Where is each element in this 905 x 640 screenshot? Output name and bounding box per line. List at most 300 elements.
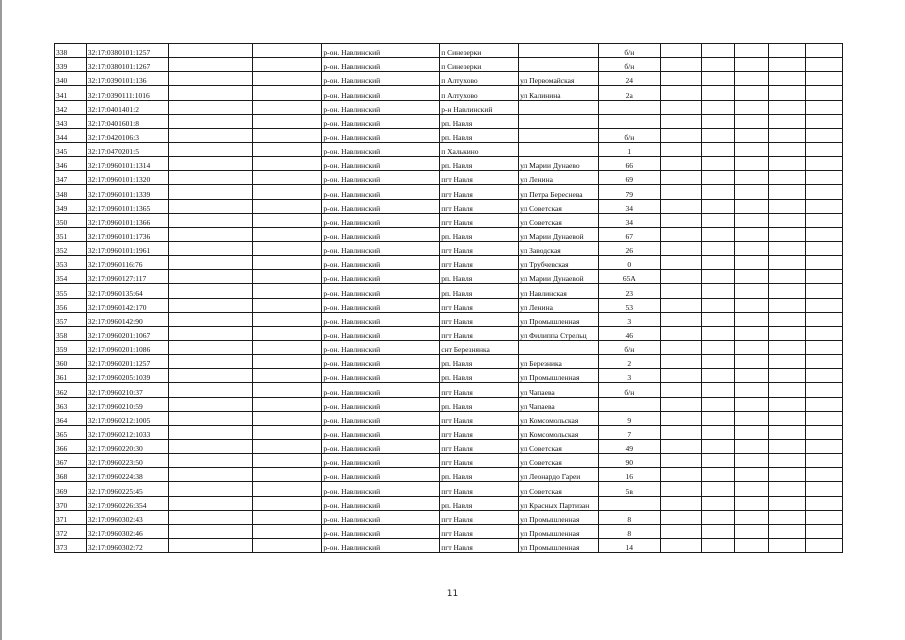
empty-cell: [168, 397, 252, 411]
empty-cell: [701, 538, 735, 552]
table-row: [55, 524, 843, 538]
house-number-cell: 34: [599, 199, 660, 213]
empty-cell: [735, 538, 769, 552]
empty-cell: [735, 227, 769, 241]
row-number-cell: 340: [55, 72, 87, 86]
empty-cell: [168, 142, 252, 156]
table-row: [55, 213, 843, 227]
empty-cell: [660, 284, 701, 298]
empty-cell: [252, 383, 322, 397]
empty-cell: [660, 454, 701, 468]
cadastral-number-cell: 32:17:0960142:90: [86, 312, 168, 326]
cadastral-number-cell: 32:17:0960210:37: [86, 383, 168, 397]
empty-cell: [660, 100, 701, 114]
row-number-cell: 373: [55, 538, 87, 552]
house-number-cell: б/н: [599, 58, 660, 72]
empty-cell: [660, 510, 701, 524]
house-number-cell: [599, 397, 660, 411]
empty-cell: [769, 171, 806, 185]
cadastral-number-cell: 32:17:0960101:1736: [86, 227, 168, 241]
street-cell: ул Марии Дунаевой: [519, 270, 599, 284]
empty-cell: [660, 312, 701, 326]
empty-cell: [806, 510, 843, 524]
empty-cell: [252, 510, 322, 524]
empty-cell: [168, 72, 252, 86]
empty-cell: [701, 227, 735, 241]
empty-cell: [168, 312, 252, 326]
district-cell: р-он. Навлинский: [322, 128, 440, 142]
empty-cell: [660, 298, 701, 312]
cadastral-number-cell: 32:17:0960302:46: [86, 524, 168, 538]
empty-cell: [660, 157, 701, 171]
locality-cell: пгт Навля: [440, 213, 519, 227]
empty-cell: [701, 383, 735, 397]
street-cell: ул Навлинская: [519, 284, 599, 298]
empty-cell: [701, 270, 735, 284]
empty-cell: [735, 482, 769, 496]
district-cell: р-он. Навлинский: [322, 383, 440, 397]
cadastral-number-cell: 32:17:0401601:8: [86, 114, 168, 128]
table-row: [55, 284, 843, 298]
empty-cell: [660, 383, 701, 397]
locality-cell: п Синезерки: [440, 44, 519, 58]
row-number-cell: 351: [55, 227, 87, 241]
empty-cell: [701, 397, 735, 411]
table-row: [55, 439, 843, 453]
empty-cell: [252, 312, 322, 326]
street-cell: ул Калинина: [519, 86, 599, 100]
empty-cell: [660, 524, 701, 538]
table-row: [55, 482, 843, 496]
empty-cell: [735, 383, 769, 397]
table-row: [55, 496, 843, 510]
house-number-cell: 34: [599, 213, 660, 227]
locality-cell: рп. Навля: [440, 355, 519, 369]
empty-cell: [701, 142, 735, 156]
table-row: [55, 340, 843, 354]
cadastral-number-cell: 32:17:0960302:43: [86, 510, 168, 524]
cadastral-number-cell: 32:17:0960201:1067: [86, 326, 168, 340]
empty-cell: [806, 439, 843, 453]
empty-cell: [701, 58, 735, 72]
empty-cell: [252, 100, 322, 114]
street-cell: ул Чапаева: [519, 397, 599, 411]
empty-cell: [769, 157, 806, 171]
table-row: [55, 185, 843, 199]
table-row: [55, 510, 843, 524]
locality-cell: рп. Навля: [440, 128, 519, 142]
empty-cell: [168, 355, 252, 369]
empty-cell: [769, 128, 806, 142]
empty-cell: [735, 128, 769, 142]
house-number-cell: б/н: [599, 340, 660, 354]
empty-cell: [168, 482, 252, 496]
empty-cell: [701, 340, 735, 354]
locality-cell: п Синезерки: [440, 58, 519, 72]
street-cell: [519, 114, 599, 128]
street-cell: ул Советская: [519, 482, 599, 496]
empty-cell: [168, 439, 252, 453]
house-number-cell: б/н: [599, 44, 660, 58]
empty-cell: [806, 142, 843, 156]
table-row: [55, 44, 843, 58]
empty-cell: [660, 72, 701, 86]
empty-cell: [168, 298, 252, 312]
empty-cell: [252, 270, 322, 284]
empty-cell: [701, 369, 735, 383]
cadastral-number-cell: 32:17:0960224:38: [86, 468, 168, 482]
empty-cell: [252, 86, 322, 100]
table-row: [55, 468, 843, 482]
district-cell: р-он. Навлинский: [322, 72, 440, 86]
empty-cell: [701, 199, 735, 213]
empty-cell: [252, 72, 322, 86]
house-number-cell: 69: [599, 171, 660, 185]
empty-cell: [735, 312, 769, 326]
locality-cell: пгт Навля: [440, 439, 519, 453]
empty-cell: [252, 171, 322, 185]
empty-cell: [769, 439, 806, 453]
district-cell: р-он. Навлинский: [322, 256, 440, 270]
empty-cell: [806, 199, 843, 213]
house-number-cell: 8: [599, 510, 660, 524]
cadastral-number-cell: 32:17:0960225:45: [86, 482, 168, 496]
table-row: [55, 100, 843, 114]
empty-cell: [252, 199, 322, 213]
empty-cell: [735, 425, 769, 439]
street-cell: ул Комсомольская: [519, 425, 599, 439]
empty-cell: [252, 213, 322, 227]
empty-cell: [769, 482, 806, 496]
empty-cell: [735, 86, 769, 100]
street-cell: ул Березника: [519, 355, 599, 369]
locality-cell: пгт Навля: [440, 524, 519, 538]
empty-cell: [168, 114, 252, 128]
empty-cell: [806, 72, 843, 86]
district-cell: р-он. Навлинский: [322, 482, 440, 496]
empty-cell: [735, 340, 769, 354]
empty-cell: [735, 524, 769, 538]
property-registry-table: [54, 43, 843, 553]
empty-cell: [660, 538, 701, 552]
empty-cell: [701, 100, 735, 114]
table-row: [55, 128, 843, 142]
table-row: [55, 425, 843, 439]
empty-cell: [701, 213, 735, 227]
empty-cell: [252, 340, 322, 354]
empty-cell: [735, 468, 769, 482]
empty-cell: [660, 340, 701, 354]
street-cell: ул Советская: [519, 439, 599, 453]
row-number-cell: 356: [55, 298, 87, 312]
empty-cell: [660, 142, 701, 156]
empty-cell: [660, 439, 701, 453]
house-number-cell: [599, 100, 660, 114]
house-number-cell: 14: [599, 538, 660, 552]
empty-cell: [806, 312, 843, 326]
empty-cell: [660, 256, 701, 270]
street-cell: [519, 44, 599, 58]
table-row: [55, 171, 843, 185]
table-row: [55, 369, 843, 383]
table-row: [55, 538, 843, 552]
cadastral-number-cell: 32:17:0960201:1086: [86, 340, 168, 354]
empty-cell: [806, 58, 843, 72]
empty-cell: [735, 157, 769, 171]
street-cell: ул Промышленная: [519, 524, 599, 538]
row-number-cell: 348: [55, 185, 87, 199]
empty-cell: [701, 524, 735, 538]
table-row: [55, 298, 843, 312]
locality-cell: рп. Навля: [440, 468, 519, 482]
empty-cell: [660, 241, 701, 255]
empty-cell: [769, 58, 806, 72]
table-row: [55, 397, 843, 411]
locality-cell: пгт Навля: [440, 199, 519, 213]
cadastral-number-cell: 32:17:0960302:72: [86, 538, 168, 552]
empty-cell: [769, 256, 806, 270]
district-cell: р-он. Навлинский: [322, 524, 440, 538]
street-cell: ул Леонардо Гареи: [519, 468, 599, 482]
empty-cell: [769, 369, 806, 383]
locality-cell: п Халькино: [440, 142, 519, 156]
locality-cell: рп. Навля: [440, 496, 519, 510]
empty-cell: [660, 411, 701, 425]
empty-cell: [252, 256, 322, 270]
cadastral-number-cell: 32:17:0960226:354: [86, 496, 168, 510]
house-number-cell: б/н: [599, 128, 660, 142]
row-number-cell: 346: [55, 157, 87, 171]
empty-cell: [168, 213, 252, 227]
empty-cell: [660, 185, 701, 199]
street-cell: [519, 128, 599, 142]
house-number-cell: 5в: [599, 482, 660, 496]
empty-cell: [168, 538, 252, 552]
house-number-cell: 67: [599, 227, 660, 241]
empty-cell: [701, 241, 735, 255]
house-number-cell: 1: [599, 142, 660, 156]
empty-cell: [168, 171, 252, 185]
street-cell: ул Первомайская: [519, 72, 599, 86]
district-cell: р-он. Навлинский: [322, 496, 440, 510]
cadastral-number-cell: 32:17:0960101:1339: [86, 185, 168, 199]
empty-cell: [735, 355, 769, 369]
empty-cell: [660, 86, 701, 100]
empty-cell: [168, 128, 252, 142]
locality-cell: рп. Навля: [440, 114, 519, 128]
district-cell: р-он. Навлинский: [322, 171, 440, 185]
scan-edge: [0, 0, 2, 640]
table-row: [55, 312, 843, 326]
district-cell: р-он. Навлинский: [322, 114, 440, 128]
row-number-cell: 338: [55, 44, 87, 58]
empty-cell: [168, 326, 252, 340]
house-number-cell: 16: [599, 468, 660, 482]
empty-cell: [701, 454, 735, 468]
locality-cell: п Алтухово: [440, 72, 519, 86]
cadastral-number-cell: 32:17:0420106:3: [86, 128, 168, 142]
empty-cell: [252, 524, 322, 538]
empty-cell: [769, 270, 806, 284]
empty-cell: [769, 411, 806, 425]
street-cell: [519, 58, 599, 72]
locality-cell: снт Березнянка: [440, 340, 519, 354]
empty-cell: [701, 128, 735, 142]
empty-cell: [769, 298, 806, 312]
locality-cell: пгт Навля: [440, 326, 519, 340]
empty-cell: [168, 157, 252, 171]
table-row: [55, 355, 843, 369]
district-cell: р-он. Навлинский: [322, 58, 440, 72]
empty-cell: [252, 326, 322, 340]
locality-cell: пгт Навля: [440, 171, 519, 185]
empty-cell: [735, 510, 769, 524]
locality-cell: пгт Навля: [440, 383, 519, 397]
table-row: [55, 157, 843, 171]
row-number-cell: 354: [55, 270, 87, 284]
cadastral-number-cell: 32:17:0960101:1365: [86, 199, 168, 213]
empty-cell: [806, 326, 843, 340]
empty-cell: [252, 142, 322, 156]
street-cell: ул Трубчевская: [519, 256, 599, 270]
empty-cell: [660, 496, 701, 510]
district-cell: р-он. Навлинский: [322, 157, 440, 171]
street-cell: ул Промышленная: [519, 312, 599, 326]
empty-cell: [735, 44, 769, 58]
empty-cell: [660, 213, 701, 227]
empty-cell: [769, 425, 806, 439]
empty-cell: [168, 256, 252, 270]
district-cell: р-он. Навлинский: [322, 397, 440, 411]
table-row: [55, 142, 843, 156]
district-cell: р-он. Навлинский: [322, 185, 440, 199]
empty-cell: [168, 284, 252, 298]
empty-cell: [735, 298, 769, 312]
empty-cell: [660, 270, 701, 284]
house-number-cell: 0: [599, 256, 660, 270]
empty-cell: [660, 171, 701, 185]
empty-cell: [735, 496, 769, 510]
district-cell: р-он. Навлинский: [322, 86, 440, 100]
empty-cell: [701, 411, 735, 425]
empty-cell: [252, 454, 322, 468]
street-cell: ул Советская: [519, 213, 599, 227]
empty-cell: [660, 114, 701, 128]
empty-cell: [701, 185, 735, 199]
row-number-cell: 359: [55, 340, 87, 354]
street-cell: ул Советская: [519, 199, 599, 213]
empty-cell: [806, 256, 843, 270]
street-cell: ул Ленина: [519, 298, 599, 312]
empty-cell: [168, 241, 252, 255]
empty-cell: [252, 439, 322, 453]
house-number-cell: 53: [599, 298, 660, 312]
empty-cell: [769, 114, 806, 128]
empty-cell: [806, 86, 843, 100]
house-number-cell: 7: [599, 425, 660, 439]
table-row: [55, 58, 843, 72]
row-number-cell: 345: [55, 142, 87, 156]
table-row: [55, 383, 843, 397]
empty-cell: [168, 270, 252, 284]
locality-cell: пгт Навля: [440, 298, 519, 312]
district-cell: р-он. Навлинский: [322, 270, 440, 284]
row-number-cell: 366: [55, 439, 87, 453]
row-number-cell: 342: [55, 100, 87, 114]
empty-cell: [735, 171, 769, 185]
empty-cell: [701, 496, 735, 510]
registry-body: [55, 44, 843, 553]
empty-cell: [769, 468, 806, 482]
page-number: 11: [446, 589, 459, 599]
empty-cell: [168, 185, 252, 199]
cadastral-number-cell: 32:17:0960142:170: [86, 298, 168, 312]
empty-cell: [168, 100, 252, 114]
empty-cell: [769, 185, 806, 199]
empty-cell: [168, 411, 252, 425]
row-number-cell: 372: [55, 524, 87, 538]
empty-cell: [735, 213, 769, 227]
district-cell: р-он. Навлинский: [322, 298, 440, 312]
empty-cell: [735, 142, 769, 156]
cadastral-number-cell: 32:17:0960135:64: [86, 284, 168, 298]
empty-cell: [701, 439, 735, 453]
district-cell: р-он. Навлинский: [322, 369, 440, 383]
empty-cell: [769, 44, 806, 58]
empty-cell: [806, 369, 843, 383]
table-row: [55, 86, 843, 100]
empty-cell: [735, 397, 769, 411]
empty-cell: [252, 227, 322, 241]
row-number-cell: 350: [55, 213, 87, 227]
empty-cell: [252, 284, 322, 298]
empty-cell: [769, 312, 806, 326]
empty-cell: [806, 298, 843, 312]
empty-cell: [252, 128, 322, 142]
empty-cell: [660, 128, 701, 142]
empty-cell: [735, 100, 769, 114]
house-number-cell: 49: [599, 439, 660, 453]
cadastral-number-cell: 32:17:0401401:2: [86, 100, 168, 114]
empty-cell: [806, 241, 843, 255]
empty-cell: [735, 326, 769, 340]
street-cell: ул Петра Береснева: [519, 185, 599, 199]
empty-cell: [660, 425, 701, 439]
street-cell: ул Филиппа Стрельц: [519, 326, 599, 340]
cadastral-number-cell: 32:17:0960223:50: [86, 454, 168, 468]
house-number-cell: 24: [599, 72, 660, 86]
street-cell: ул Заводская: [519, 241, 599, 255]
empty-cell: [769, 227, 806, 241]
empty-cell: [252, 538, 322, 552]
row-number-cell: 362: [55, 383, 87, 397]
empty-cell: [806, 411, 843, 425]
district-cell: р-он. Навлинский: [322, 510, 440, 524]
row-number-cell: 369: [55, 482, 87, 496]
empty-cell: [252, 44, 322, 58]
street-cell: ул Промышленная: [519, 510, 599, 524]
empty-cell: [168, 369, 252, 383]
street-cell: [519, 142, 599, 156]
empty-cell: [252, 411, 322, 425]
empty-cell: [806, 524, 843, 538]
empty-cell: [735, 114, 769, 128]
empty-cell: [168, 86, 252, 100]
table-row: [55, 241, 843, 255]
empty-cell: [252, 355, 322, 369]
empty-cell: [168, 524, 252, 538]
district-cell: р-он. Навлинский: [322, 241, 440, 255]
